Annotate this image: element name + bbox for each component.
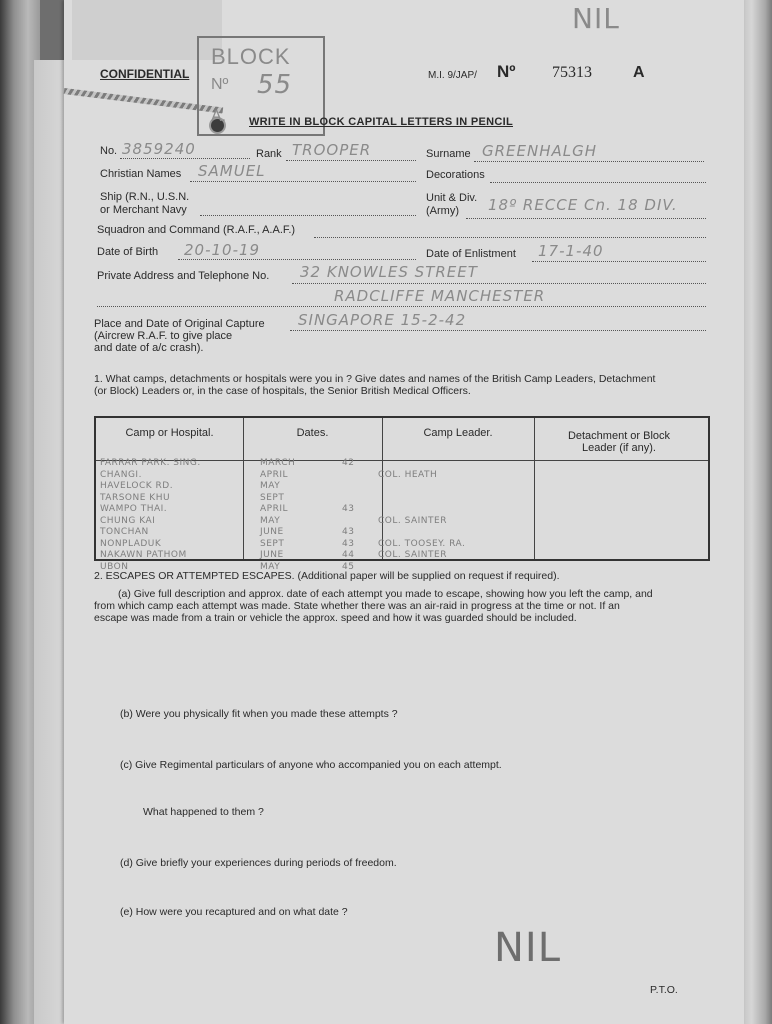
row-leader: COL. TOOSEY. RA. <box>378 538 466 549</box>
unit-label <box>426 192 477 218</box>
address-value-2: RADCLIFFE MANCHESTER <box>334 287 546 305</box>
service-number: 3859240 <box>122 140 196 158</box>
capture-label-line3: and date of a/c crash). <box>94 342 204 354</box>
address-line-2 <box>97 306 706 307</box>
row-leader: COL. SAINTER <box>378 515 447 526</box>
unit-line <box>466 218 706 219</box>
stamp-letter: A. <box>211 108 227 125</box>
capture-label-line1: Place and Date of Original Capture <box>94 318 265 330</box>
decorations-line <box>490 182 706 183</box>
address-line-1 <box>292 283 706 284</box>
surname-value: GREENHALGH <box>482 142 598 160</box>
row-camp: UBON <box>100 561 129 572</box>
row-date: APRIL <box>260 504 289 514</box>
header-dates: Dates. <box>296 427 329 439</box>
enlistment-value: 17-1-40 <box>538 242 604 260</box>
header-detachment: Detachment or Block <box>567 430 671 442</box>
pencil-instruction: WRITE IN BLOCK CAPITAL LETTERS IN PENCIL <box>249 116 513 128</box>
row-camp: WAMPO THAI. <box>100 504 168 514</box>
squadron-label: Squadron and Command (R.A.F., A.A.F.) <box>97 224 296 236</box>
stamp-number: 55 <box>257 70 293 100</box>
table-rows <box>96 458 708 588</box>
row-camp: FARRAR PARK. SING. <box>100 458 201 468</box>
pto-label: P.T.O. <box>650 984 678 996</box>
row-date: SEPT <box>260 492 285 503</box>
row-camp: CHANGI. <box>100 469 142 480</box>
row-camp: HAVELOCK RD. <box>100 481 174 491</box>
q2-a-line3: escape was made from a train or vehicle the approx. speed and how it was guarded should be included. <box>94 612 577 624</box>
top-nil-note: NIL <box>572 2 620 35</box>
address-value-1: 32 KNOWLES STREET <box>300 263 478 281</box>
capture-label <box>94 318 265 354</box>
row-camp: CHUNG KAI <box>100 515 156 526</box>
row-camp: NAKAWN PATHOM <box>100 550 187 560</box>
form-ref: M.I. 9/JAP/ <box>428 70 477 81</box>
dob-line <box>178 259 416 260</box>
q1-text-line1: 1. What camps, detachments or hospitals were you in ? Give dates and names of the British Camp Leaders, Detachment <box>94 373 656 385</box>
rank-label: Rank <box>256 148 282 160</box>
row-leader: COL. SAINTER <box>378 550 447 560</box>
capture-value: SINGAPORE 15-2-42 <box>298 311 467 329</box>
header-detachment-2: Leader (if any). <box>582 442 656 454</box>
q2-d: (d) Give briefly your experiences during periods of freedom. <box>120 857 397 869</box>
stamp-block-text: BLOCK <box>211 44 291 69</box>
row-year: 43 <box>342 504 355 514</box>
row-date: SEPT <box>260 538 285 549</box>
q2-a-line2: from which camp each attempt was made. State whether there was an air-raid in progress at the time or not. If an <box>94 600 620 612</box>
christian-line <box>190 181 416 182</box>
unit-label-line2: (Army) <box>426 205 459 217</box>
dob-label: Date of Birth <box>97 246 159 258</box>
row-date: MAY <box>260 515 281 526</box>
ship-line <box>200 215 416 216</box>
ship-label-line2: or Merchant Navy <box>100 204 187 216</box>
q1-text-line2: (or Block) Leaders or, in the case of hospitals, the Senior British Medical Officers. <box>94 385 471 397</box>
christian-names-value: SAMUEL <box>198 162 266 180</box>
row-camp: TARSONE KHU <box>100 492 171 503</box>
q2-c-followup: What happened to them ? <box>143 806 264 818</box>
row-date: MAY <box>260 561 281 572</box>
row-date: JUNE <box>260 550 284 560</box>
row-date: MARCH <box>260 458 296 468</box>
enlistment-line <box>532 261 706 262</box>
row-date: APRIL <box>260 469 289 480</box>
q2-heading: 2. ESCAPES OR ATTEMPTED ESCAPES. (Additional paper will be supplied on request if required). <box>94 570 560 582</box>
enlistment-label: Date of Enlistment <box>426 248 516 260</box>
capture-line <box>290 330 706 331</box>
stamp-no-text: Nº <box>211 76 229 93</box>
row-date: MAY <box>260 481 281 491</box>
q2-b: (b) Were you physically fit when you made these attempts ? <box>120 708 398 720</box>
unit-label-line1: Unit & Div. <box>426 192 478 204</box>
christian-names-label: Christian Names <box>100 168 182 180</box>
header-camp-leader: Camp Leader. <box>423 427 493 439</box>
row-camp: TONCHAN <box>100 527 149 537</box>
row-year: 42 <box>342 458 355 468</box>
surname-label: Surname <box>426 148 471 160</box>
row-year: 43 <box>342 527 355 537</box>
row-year: 44 <box>342 550 355 560</box>
row-year: 43 <box>342 538 355 549</box>
no-label: No. <box>100 145 118 157</box>
form-number: 75313 <box>552 64 592 81</box>
unit-value: 18º RECCE Cn. 18 DIV. <box>488 196 678 214</box>
squadron-line <box>314 237 706 238</box>
nil-answer: NIL <box>494 925 562 971</box>
q2-c: (c) Give Regimental particulars of anyone who accompanied you on each attempt. <box>120 759 502 771</box>
confidential-label: CONFIDENTIAL <box>100 67 190 81</box>
row-leader: COL. HEATH <box>378 469 438 480</box>
row-year: 45 <box>342 561 355 572</box>
address-label: Private Address and Telephone No. <box>97 270 270 282</box>
row-date: JUNE <box>260 527 284 537</box>
ship-label-line1: Ship (R.N., U.S.N. <box>100 191 190 203</box>
q2-a-line1: (a) Give full description and approx. date of each attempt you made to escape, showing how you left the camp, and <box>118 588 653 600</box>
dob-value: 20-10-19 <box>184 241 261 259</box>
q2-e: (e) How were you recaptured and on what date ? <box>120 906 348 918</box>
header-camp: Camp or Hospital. <box>125 427 214 439</box>
form-series: A <box>633 64 645 81</box>
number-prefix: Nº <box>497 62 516 81</box>
surname-line <box>474 161 704 162</box>
decorations-label: Decorations <box>426 169 485 181</box>
no-line <box>120 158 250 159</box>
row-camp: NONPLADUK <box>100 538 162 549</box>
rank-value: TROOPER <box>292 141 372 159</box>
ship-label <box>100 191 189 217</box>
rank-line <box>286 160 416 161</box>
capture-label-line2: (Aircrew R.A.F. to give place <box>94 330 233 342</box>
